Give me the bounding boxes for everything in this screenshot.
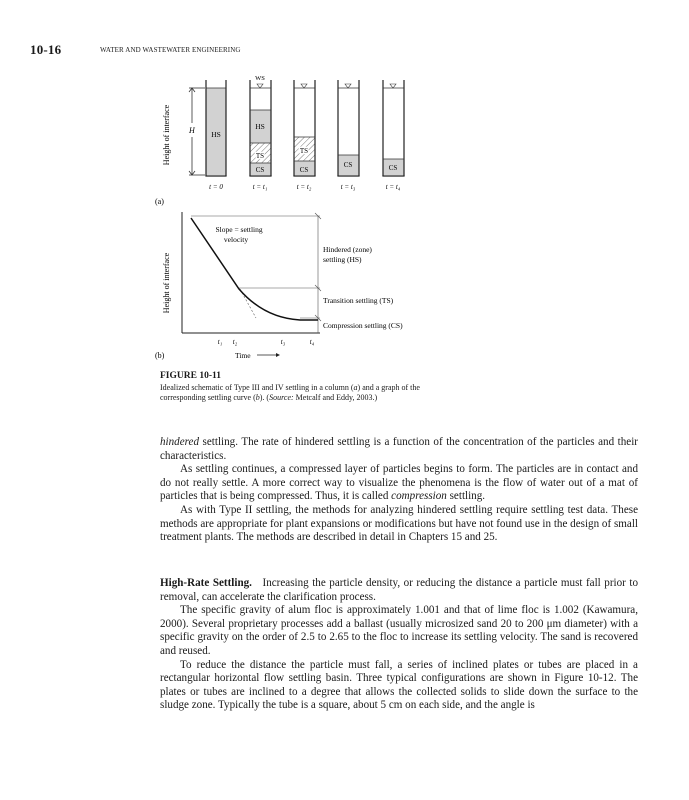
tick-label: t₂ — [232, 338, 238, 346]
time-label: t = 0 — [209, 183, 223, 191]
settling-column — [382, 80, 404, 176]
paragraph — [160, 577, 638, 604]
time-arrow-icon — [257, 353, 280, 357]
paragraph: As with Type II settling, the methods for analyzing hindered settling require settling test data. These methods are appropriate for plant expansions or modifications but have not found use in the design of small treatment plants. The methods are described in detail in Chapters 15 and 25. — [160, 503, 638, 544]
section-high-rate-settling — [160, 577, 638, 713]
slope-annotation: Slope = settling velocity — [215, 225, 263, 244]
water-surface-icon — [345, 84, 351, 88]
time-label: t = t₁ — [252, 183, 268, 191]
panel-a — [155, 75, 405, 206]
paragraph: The specific gravity of alum floc is approximately 1.001 and that of lime floc is 1.002 (Kawamura, 2000). Several proprietary processes add a ballast (usually microsized sand 20 to 200 μm diameter) with a specific gravity on the order of 2.5 to 2.65 to the floc to increase its settling velocity. The sand is recovered and reused. — [160, 604, 638, 657]
tick-label: t₃ — [280, 338, 286, 346]
water-surface-icon — [301, 84, 307, 88]
hindered-annotation: Hindered (zone) settling (HS) — [323, 245, 372, 264]
zone-label-cs: CS — [299, 166, 309, 174]
compression-annotation: Compression settling (CS) — [323, 321, 403, 330]
panel-b-y-axis-label: Height of interface — [162, 252, 171, 314]
paragraph-text: settling. — [446, 490, 486, 503]
running-title: WATER AND WASTEWATER ENGINEERING — [100, 46, 241, 54]
figure-10-11 — [0, 0, 689, 370]
settling-column — [337, 80, 359, 176]
panel-b-label: (b) — [155, 351, 165, 360]
caption-panel-ref: a — [353, 382, 358, 392]
zone-label-cs: CS — [255, 166, 265, 174]
paragraph — [160, 436, 638, 463]
paragraph-text: settling. The rate of hindered settling is a function of the concentration of the particles and their characteristics. — [160, 436, 638, 462]
zone-label-cs: CS — [388, 164, 398, 172]
panel-a-y-axis-label: Height of interface — [162, 104, 171, 166]
height-label-h: H — [189, 126, 195, 135]
paragraph-text: As settling continues, a compressed layer of particles begins to form. The particles are in contact and do not really settle. A more correct way to visualize the phenomena is the flow of water out of a mat of particles that is being compressed. Thus, it is called — [160, 463, 638, 503]
figure-number: FIGURE 10-11 — [160, 371, 221, 381]
paragraph-text: Increasing the particle density, or reducing the distance a particle must fall prior to removal, can accelerate the clarification process. — [160, 577, 638, 603]
settling-column — [205, 80, 226, 176]
caption-source-label: Source: — [269, 393, 294, 402]
caption-text: ). ( — [259, 393, 270, 402]
tick-label: t₁ — [217, 338, 223, 346]
settling-column — [249, 75, 271, 176]
x-axis-label: Time — [235, 351, 251, 360]
time-label: t = t₄ — [385, 183, 401, 191]
panel-a-label: (a) — [155, 197, 164, 206]
time-label: t = t₃ — [340, 183, 356, 191]
water-surface-icon — [257, 84, 263, 88]
tick-label: t₄ — [309, 338, 315, 346]
zone-label-cs: CS — [343, 161, 353, 169]
zone-label-hs: HS — [255, 122, 265, 131]
time-label: t = t₂ — [296, 183, 312, 191]
paragraph: To reduce the distance the particle must fall, a series of inclined plates or tubes are placed in a rectangular horizontal flow settling basin. Three typical configurations are shown in Figure 10-12. The plates or tubes are inclined to a degree that allows the collected solids to slide down the surface to the sludge zone. Typically the tube is a square, about 5 cm on each side, and the angle is — [160, 658, 638, 712]
caption-panel-ref: b — [255, 393, 260, 402]
body-text — [160, 436, 638, 545]
caption-text: Metcalf and Eddy, 2003.) — [293, 393, 378, 402]
panel-b — [155, 212, 403, 360]
caption-text: Idealized schematic of Type III and IV settling in a column ( — [160, 382, 354, 392]
paragraph — [160, 463, 638, 504]
transition-annotation: Transition settling (TS) — [323, 296, 394, 305]
section-heading: High-Rate Settling. — [160, 577, 252, 589]
water-surface-icon — [390, 84, 396, 88]
settling-column — [293, 80, 315, 176]
page-number: 10-16 — [30, 42, 62, 57]
figure-caption — [160, 371, 420, 404]
water-surface-label: WS — [255, 75, 265, 82]
zone-label-hs: HS — [211, 130, 221, 139]
caption-text: ) and a graph of the corresponding settling curve ( — [160, 382, 420, 402]
emphasis-term: compression — [391, 490, 447, 503]
zone-label-ts: TS — [299, 147, 309, 155]
zone-label-ts: TS — [255, 152, 265, 160]
emphasis-term: hindered — [160, 436, 200, 448]
